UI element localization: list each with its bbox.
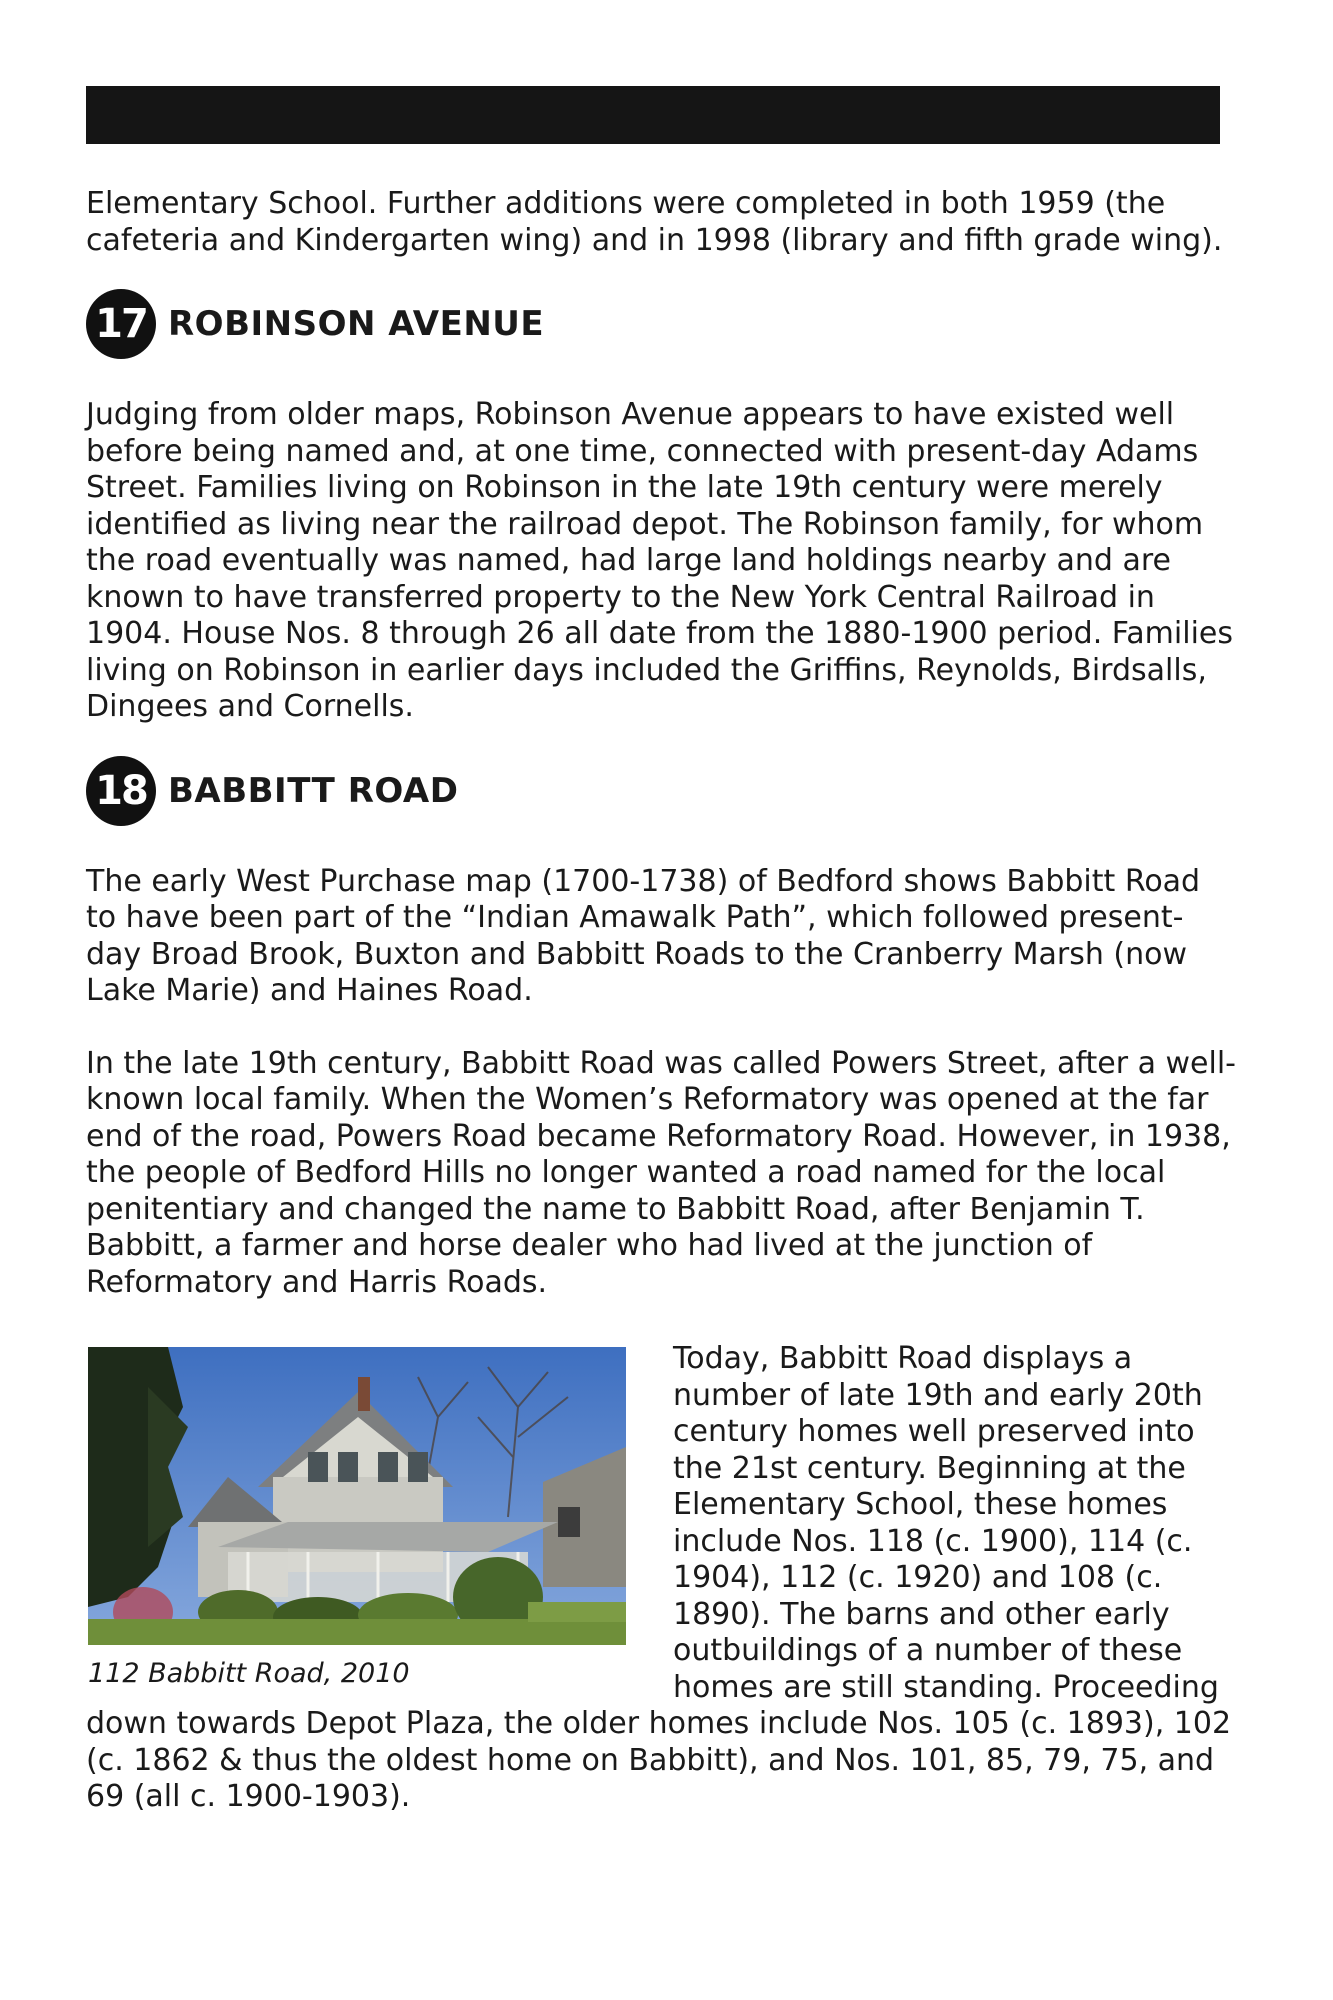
- header-bar: [86, 86, 1220, 144]
- page-content: [86, 186, 1236, 1816]
- section-18-heading: [86, 756, 1236, 826]
- section-number-badge: 17: [86, 289, 156, 359]
- section-number-badge: 18: [86, 756, 156, 826]
- babbitt-paragraph-2: In the late 19th century, Babbitt Road was called Powers Street, after a well-known local family. When the Women’s Reformatory was opened at the far end of the road, Powers Road became Reformatory Road. However, in 1938, the people of Bedford Hills no longer wanted a road named for the local penitentiary and changed the name to Babbitt Road, after Benjamin T. Babbitt, a farmer and horse dealer who had lived at the junction of Reformatory and Harris Roads.: [86, 1045, 1236, 1300]
- section-17-heading: [86, 289, 1236, 359]
- photo-caption: 112 Babbitt Road, 2010: [88, 1658, 410, 1689]
- babbitt-paragraph-1: The early West Purchase map (1700-1738) of Bedford shows Babbitt Road to have been part of the “Indian Amawalk Path”, which followed present-day Broad Brook, Buxton and Babbitt Roads to the Cranberry Marsh (now Lake Marie) and Haines Road.: [86, 863, 1201, 1008]
- section-title: ROBINSON AVENUE: [168, 304, 545, 344]
- babbitt-paragraph-3: Today, Babbitt Road displays a number of late 19th and early 20th century homes well preserved into the 21st century. Beginning at the Elementary School, these homes include Nos. 118 (c. 1900), 114 (c. 1904), 112 (c. 1920) and 108 (c. 1890). The barns and other early outbuildings of a number of these homes are still standing. Proceeding down towards Depot Plaza, the older homes include Nos. 105 (c. 1893), 102 (c. 1862 & thus the oldest home on Babbitt), and Nos. 101, 85, 79, 75, and 69 (all c. 1900-1903).: [86, 1341, 1232, 1814]
- house-photo: [88, 1347, 626, 1645]
- house-figure: [88, 1347, 628, 1691]
- robinson-paragraph: Judging from older maps, Robinson Avenue appears to have existed well before being named and, at one time, connected with present-day Adams Street. Families living on Robinson in the late 19th century were merely identified as living near the railroad depot. The Robinson family, for whom the road eventually was named, had large land holdings nearby and are known to have transferred property to the New York Central Railroad in 1904. House Nos. 8 through 26 all date from the 1880-1900 period. Families living on Robinson in earlier days included the Griffins, Reynolds, Birdsalls, Dingees and Cornells.: [86, 397, 1234, 724]
- intro-paragraph: Elementary School. Further additions were completed in both 1959 (the cafeteria and Kindergarten wing) and in 1998 (library and fifth grade wing).: [86, 186, 1223, 258]
- section-title: BABBITT ROAD: [168, 770, 459, 811]
